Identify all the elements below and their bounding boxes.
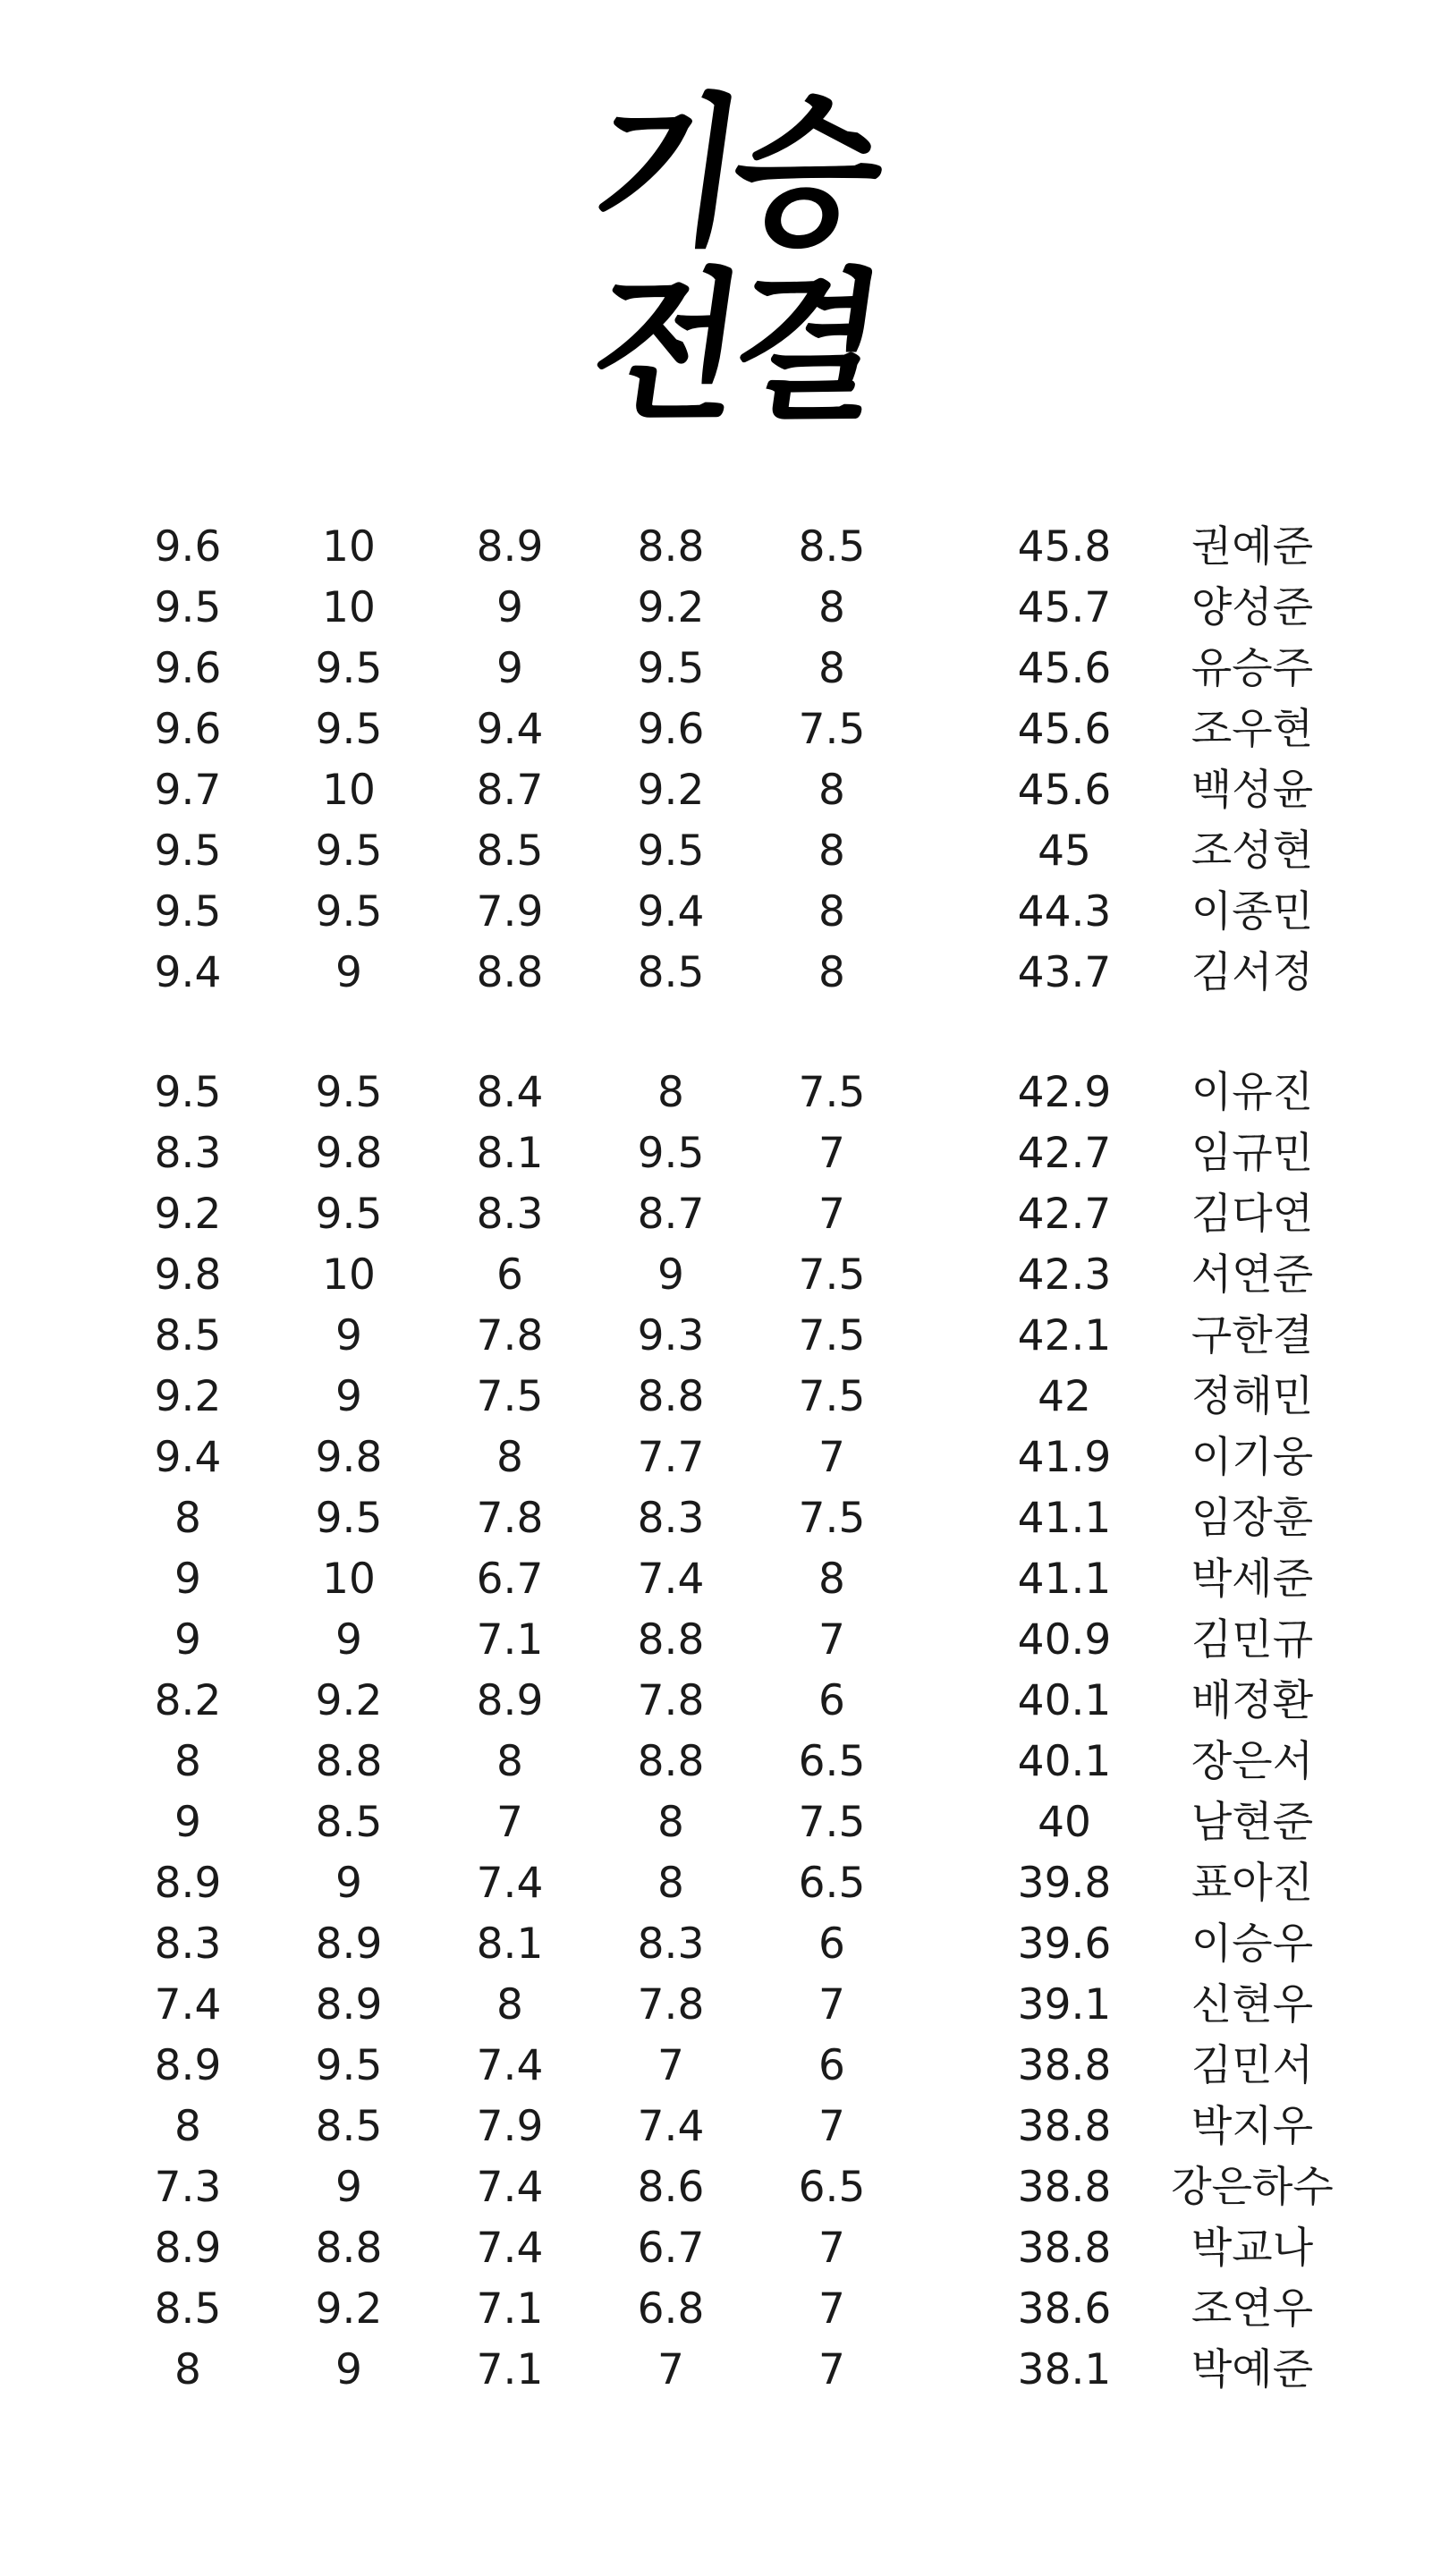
name-cell: 장은서 bbox=[1191, 1737, 1314, 1786]
score-cell: 9.2 bbox=[315, 2284, 383, 2334]
score-cell: 7.5 bbox=[798, 705, 866, 754]
name-cell: 남현준 bbox=[1191, 1798, 1314, 1847]
total-cell: 41.1 bbox=[1017, 1494, 1112, 1543]
name-cell: 김다연 bbox=[1191, 1190, 1314, 1239]
score-cell: 9.4 bbox=[154, 1433, 222, 1482]
score-cell: 8.5 bbox=[154, 2284, 222, 2334]
name-cell: 박교나 bbox=[1191, 2224, 1314, 2273]
score-cell: 8 bbox=[818, 887, 845, 936]
score-cell: 9.5 bbox=[154, 826, 222, 876]
score-cell: 9.5 bbox=[637, 644, 705, 693]
score-cell: 8.9 bbox=[315, 1980, 383, 2029]
total-cell: 40.1 bbox=[1017, 1676, 1112, 1725]
name-cell: 정해민 bbox=[1191, 1372, 1314, 1421]
name-cell: 배정환 bbox=[1191, 1676, 1314, 1725]
total-cell: 38.1 bbox=[1017, 2345, 1112, 2394]
score-cell: 7.4 bbox=[476, 1859, 544, 1908]
score-cell: 9 bbox=[335, 1615, 362, 1665]
name-cell: 박세준 bbox=[1191, 1555, 1314, 1604]
score-row bbox=[0, 1975, 1449, 2036]
score-cell: 8.3 bbox=[154, 1129, 222, 1178]
score-cell: 9 bbox=[335, 2163, 362, 2212]
score-cell: 9 bbox=[335, 1859, 362, 1908]
score-cell: 7.4 bbox=[637, 1555, 705, 1604]
score-row bbox=[0, 943, 1449, 1004]
score-cell: 8.8 bbox=[315, 2224, 383, 2273]
total-cell: 45 bbox=[1038, 826, 1091, 876]
name-cell: 서연준 bbox=[1191, 1250, 1314, 1300]
score-cell: 9.8 bbox=[315, 1129, 383, 1178]
name-cell: 표아진 bbox=[1191, 1859, 1314, 1908]
score-cell: 8 bbox=[496, 1737, 523, 1786]
score-cell: 7.1 bbox=[476, 2345, 544, 2394]
total-cell: 45.7 bbox=[1017, 583, 1112, 632]
score-cell: 8 bbox=[818, 583, 845, 632]
score-cell: 8.3 bbox=[476, 1190, 544, 1239]
score-cell: 7.4 bbox=[476, 2163, 544, 2212]
name-cell: 백성윤 bbox=[1191, 766, 1314, 815]
score-cell: 9.5 bbox=[315, 887, 383, 936]
score-cell: 6.7 bbox=[637, 2224, 705, 2273]
score-cell: 8.5 bbox=[315, 1798, 383, 1847]
total-cell: 42.7 bbox=[1017, 1190, 1112, 1239]
score-cell: 8.9 bbox=[315, 1919, 383, 1969]
score-cell: 6 bbox=[818, 2041, 845, 2090]
score-row bbox=[0, 1853, 1449, 1914]
score-cell: 8 bbox=[657, 1798, 684, 1847]
score-cell: 10 bbox=[322, 1555, 376, 1604]
score-cell: 9.6 bbox=[637, 705, 705, 754]
score-cell: 8.8 bbox=[637, 1615, 705, 1665]
score-row bbox=[0, 639, 1449, 699]
score-cell: 8 bbox=[818, 644, 845, 693]
score-cell: 9.8 bbox=[315, 1433, 383, 1482]
score-cell: 8.1 bbox=[476, 1919, 544, 1969]
score-cell: 9.5 bbox=[637, 1129, 705, 1178]
score-cell: 6.5 bbox=[798, 1859, 866, 1908]
score-cell: 9.5 bbox=[315, 1190, 383, 1239]
score-row bbox=[0, 1671, 1449, 1732]
score-cell: 8 bbox=[657, 1859, 684, 1908]
score-cell: 7.5 bbox=[798, 1311, 866, 1360]
score-cell: 7.9 bbox=[476, 887, 544, 936]
score-cell: 9 bbox=[335, 948, 362, 997]
score-row bbox=[0, 2340, 1449, 2401]
score-cell: 7 bbox=[818, 2345, 845, 2394]
score-cell: 7.5 bbox=[798, 1250, 866, 1300]
score-cell: 9.5 bbox=[154, 583, 222, 632]
total-cell: 39.1 bbox=[1017, 1980, 1112, 2029]
score-cell: 7.1 bbox=[476, 2284, 544, 2334]
name-cell: 권예준 bbox=[1191, 522, 1314, 572]
score-cell: 7.4 bbox=[154, 1980, 222, 2029]
score-cell: 10 bbox=[322, 766, 376, 815]
score-cell: 10 bbox=[322, 522, 376, 572]
score-cell: 9.5 bbox=[154, 1068, 222, 1117]
score-cell: 7.7 bbox=[637, 1433, 705, 1482]
name-cell: 조우현 bbox=[1191, 705, 1314, 754]
score-cell: 9 bbox=[174, 1615, 201, 1665]
score-cell: 6 bbox=[818, 1919, 845, 1969]
score-cell: 7.8 bbox=[637, 1980, 705, 2029]
score-cell: 7.4 bbox=[637, 2102, 705, 2151]
score-cell: 7 bbox=[496, 1798, 523, 1847]
score-cell: 7 bbox=[657, 2041, 684, 2090]
score-row bbox=[0, 1610, 1449, 1671]
score-cell: 6.8 bbox=[637, 2284, 705, 2334]
score-row bbox=[0, 578, 1449, 639]
score-cell: 9.5 bbox=[315, 644, 383, 693]
total-cell: 42.1 bbox=[1017, 1311, 1112, 1360]
score-row bbox=[0, 1306, 1449, 1367]
score-cell: 8 bbox=[657, 1068, 684, 1117]
score-row bbox=[0, 1914, 1449, 1975]
total-cell: 38.8 bbox=[1017, 2041, 1112, 2090]
logo-line-1: 기승 bbox=[580, 78, 887, 267]
score-row bbox=[0, 2218, 1449, 2279]
score-cell: 8.7 bbox=[637, 1190, 705, 1239]
score-cell: 8 bbox=[818, 826, 845, 876]
score-cell: 9.2 bbox=[154, 1190, 222, 1239]
score-row bbox=[0, 1123, 1449, 1184]
total-cell: 38.8 bbox=[1017, 2102, 1112, 2151]
score-cell: 9.2 bbox=[637, 583, 705, 632]
score-cell: 9.5 bbox=[637, 826, 705, 876]
score-cell: 9 bbox=[496, 583, 523, 632]
score-row bbox=[0, 821, 1449, 882]
score-cell: 8.8 bbox=[315, 1737, 383, 1786]
score-cell: 7.3 bbox=[154, 2163, 222, 2212]
score-cell: 9 bbox=[335, 2345, 362, 2394]
score-cell: 9 bbox=[174, 1555, 201, 1604]
score-cell: 7.5 bbox=[798, 1068, 866, 1117]
total-cell: 44.3 bbox=[1017, 887, 1112, 936]
total-cell: 40.9 bbox=[1017, 1615, 1112, 1665]
total-cell: 38.8 bbox=[1017, 2163, 1112, 2212]
score-cell: 9.7 bbox=[154, 766, 222, 815]
score-cell: 7 bbox=[818, 1190, 845, 1239]
score-cell: 8.9 bbox=[154, 2041, 222, 2090]
score-row bbox=[0, 1792, 1449, 1853]
score-cell: 7.5 bbox=[798, 1494, 866, 1543]
score-cell: 6 bbox=[818, 1676, 845, 1725]
score-cell: 7.5 bbox=[798, 1372, 866, 1421]
score-cell: 7.5 bbox=[798, 1798, 866, 1847]
score-row bbox=[0, 1549, 1449, 1610]
score-cell: 8 bbox=[174, 2345, 201, 2394]
total-cell: 45.8 bbox=[1017, 522, 1112, 572]
name-cell: 조성현 bbox=[1191, 826, 1314, 876]
name-cell: 김민규 bbox=[1191, 1615, 1314, 1665]
score-cell: 8 bbox=[174, 1737, 201, 1786]
name-cell: 김민서 bbox=[1191, 2041, 1314, 2090]
score-row bbox=[0, 1428, 1449, 1488]
score-cell: 9.2 bbox=[154, 1372, 222, 1421]
name-cell: 구한결 bbox=[1191, 1311, 1314, 1360]
score-cell: 6 bbox=[496, 1250, 523, 1300]
total-cell: 39.6 bbox=[1017, 1919, 1112, 1969]
score-cell: 7 bbox=[818, 2284, 845, 2334]
score-row bbox=[0, 1367, 1449, 1428]
score-row bbox=[0, 2279, 1449, 2340]
score-cell: 7 bbox=[657, 2345, 684, 2394]
score-cell: 7.1 bbox=[476, 1615, 544, 1665]
score-cell: 8.3 bbox=[154, 1919, 222, 1969]
total-cell: 45.6 bbox=[1017, 644, 1112, 693]
score-cell: 9.8 bbox=[154, 1250, 222, 1300]
name-cell: 박지우 bbox=[1191, 2102, 1314, 2151]
name-cell: 조연우 bbox=[1191, 2284, 1314, 2334]
score-cell: 7 bbox=[818, 1433, 845, 1482]
total-cell: 42.7 bbox=[1017, 1129, 1112, 1178]
total-cell: 38.6 bbox=[1017, 2284, 1112, 2334]
score-cell: 9.5 bbox=[315, 1494, 383, 1543]
score-row bbox=[0, 882, 1449, 943]
score-cell: 10 bbox=[322, 583, 376, 632]
name-cell: 이유진 bbox=[1191, 1068, 1314, 1117]
name-cell: 김서정 bbox=[1191, 948, 1314, 997]
score-cell: 7.4 bbox=[476, 2224, 544, 2273]
total-cell: 45.6 bbox=[1017, 766, 1112, 815]
score-cell: 8 bbox=[496, 1980, 523, 2029]
total-cell: 42.9 bbox=[1017, 1068, 1112, 1117]
score-row bbox=[0, 2036, 1449, 2097]
score-cell: 8.8 bbox=[476, 948, 544, 997]
score-cell: 9.4 bbox=[476, 705, 544, 754]
score-cell: 9.2 bbox=[637, 766, 705, 815]
score-cell: 8 bbox=[496, 1433, 523, 1482]
score-cell: 7 bbox=[818, 2224, 845, 2273]
score-cell: 8.7 bbox=[476, 766, 544, 815]
score-cell: 9 bbox=[174, 1798, 201, 1847]
score-cell: 7.8 bbox=[476, 1311, 544, 1360]
score-cell: 6.5 bbox=[798, 1737, 866, 1786]
score-cell: 8.8 bbox=[637, 1737, 705, 1786]
score-row bbox=[0, 1245, 1449, 1306]
score-cell: 8 bbox=[174, 1494, 201, 1543]
total-cell: 42 bbox=[1038, 1372, 1091, 1421]
name-cell: 신현우 bbox=[1191, 1980, 1314, 2029]
score-cell: 9.5 bbox=[315, 826, 383, 876]
score-cell: 7 bbox=[818, 2102, 845, 2151]
score-cell: 9.3 bbox=[637, 1311, 705, 1360]
score-row bbox=[0, 1488, 1449, 1549]
score-cell: 8 bbox=[174, 2102, 201, 2151]
score-cell: 9 bbox=[496, 644, 523, 693]
score-cell: 8 bbox=[818, 1555, 845, 1604]
score-cell: 8 bbox=[818, 766, 845, 815]
score-cell: 8.4 bbox=[476, 1068, 544, 1117]
score-cell: 7.8 bbox=[637, 1676, 705, 1725]
name-cell: 박예준 bbox=[1191, 2345, 1314, 2394]
total-cell: 43.7 bbox=[1017, 948, 1112, 997]
score-cell: 8.1 bbox=[476, 1129, 544, 1178]
score-cell: 9.4 bbox=[637, 887, 705, 936]
name-cell: 강은하수 bbox=[1171, 2163, 1334, 2212]
score-cell: 9.6 bbox=[154, 522, 222, 572]
score-cell: 7.9 bbox=[476, 2102, 544, 2151]
score-cell: 8.8 bbox=[637, 522, 705, 572]
score-cell: 8.3 bbox=[637, 1494, 705, 1543]
name-cell: 임규민 bbox=[1191, 1129, 1314, 1178]
score-cell: 9.6 bbox=[154, 705, 222, 754]
score-cell: 9.5 bbox=[315, 1068, 383, 1117]
score-cell: 7.8 bbox=[476, 1494, 544, 1543]
total-cell: 40.1 bbox=[1017, 1737, 1112, 1786]
score-row bbox=[0, 2097, 1449, 2157]
score-cell: 9.6 bbox=[154, 644, 222, 693]
total-cell: 40 bbox=[1038, 1798, 1091, 1847]
score-cell: 8.8 bbox=[637, 1372, 705, 1421]
score-cell: 8.5 bbox=[637, 948, 705, 997]
score-cell: 9.4 bbox=[154, 948, 222, 997]
score-cell: 8.3 bbox=[637, 1919, 705, 1969]
score-cell: 10 bbox=[322, 1250, 376, 1300]
name-cell: 임장훈 bbox=[1191, 1494, 1314, 1543]
score-cell: 8.5 bbox=[154, 1311, 222, 1360]
total-cell: 42.3 bbox=[1017, 1250, 1112, 1300]
score-cell: 9.5 bbox=[315, 2041, 383, 2090]
score-cell: 7.5 bbox=[476, 1372, 544, 1421]
score-cell: 8.5 bbox=[315, 2102, 383, 2151]
score-cell: 8.9 bbox=[476, 522, 544, 572]
score-cell: 8.9 bbox=[154, 1859, 222, 1908]
score-row bbox=[0, 1063, 1449, 1123]
logo-line-2: 전결 bbox=[580, 252, 887, 442]
score-cell: 8.6 bbox=[637, 2163, 705, 2212]
score-cell: 8.9 bbox=[154, 2224, 222, 2273]
score-cell: 7.4 bbox=[476, 2041, 544, 2090]
score-cell: 9.5 bbox=[154, 887, 222, 936]
score-row bbox=[0, 517, 1449, 578]
score-cell: 9 bbox=[657, 1250, 684, 1300]
total-cell: 45.6 bbox=[1017, 705, 1112, 754]
score-row bbox=[0, 1184, 1449, 1245]
total-cell: 41.1 bbox=[1017, 1555, 1112, 1604]
score-cell: 8.9 bbox=[476, 1676, 544, 1725]
score-cell: 9.2 bbox=[315, 1676, 383, 1725]
score-cell: 9 bbox=[335, 1372, 362, 1421]
score-row bbox=[0, 760, 1449, 821]
score-cell: 9 bbox=[335, 1311, 362, 1360]
score-cell: 7 bbox=[818, 1980, 845, 2029]
total-cell: 39.8 bbox=[1017, 1859, 1112, 1908]
score-cell: 7 bbox=[818, 1615, 845, 1665]
score-cell: 9.5 bbox=[315, 705, 383, 754]
score-cell: 8.5 bbox=[798, 522, 866, 572]
name-cell: 이승우 bbox=[1191, 1919, 1314, 1969]
name-cell: 이종민 bbox=[1191, 887, 1314, 936]
score-cell: 7 bbox=[818, 1129, 845, 1178]
score-cell: 8.5 bbox=[476, 826, 544, 876]
score-cell: 6.7 bbox=[476, 1555, 544, 1604]
score-cell: 8.2 bbox=[154, 1676, 222, 1725]
total-cell: 41.9 bbox=[1017, 1433, 1112, 1482]
score-row bbox=[0, 2157, 1449, 2218]
logo bbox=[564, 79, 903, 445]
name-cell: 양성준 bbox=[1191, 583, 1314, 632]
total-cell: 38.8 bbox=[1017, 2224, 1112, 2273]
name-cell: 유승주 bbox=[1191, 644, 1314, 693]
score-cell: 6.5 bbox=[798, 2163, 866, 2212]
score-row bbox=[0, 699, 1449, 760]
name-cell: 이기웅 bbox=[1191, 1433, 1314, 1482]
score-cell: 8 bbox=[818, 948, 845, 997]
score-row bbox=[0, 1732, 1449, 1792]
